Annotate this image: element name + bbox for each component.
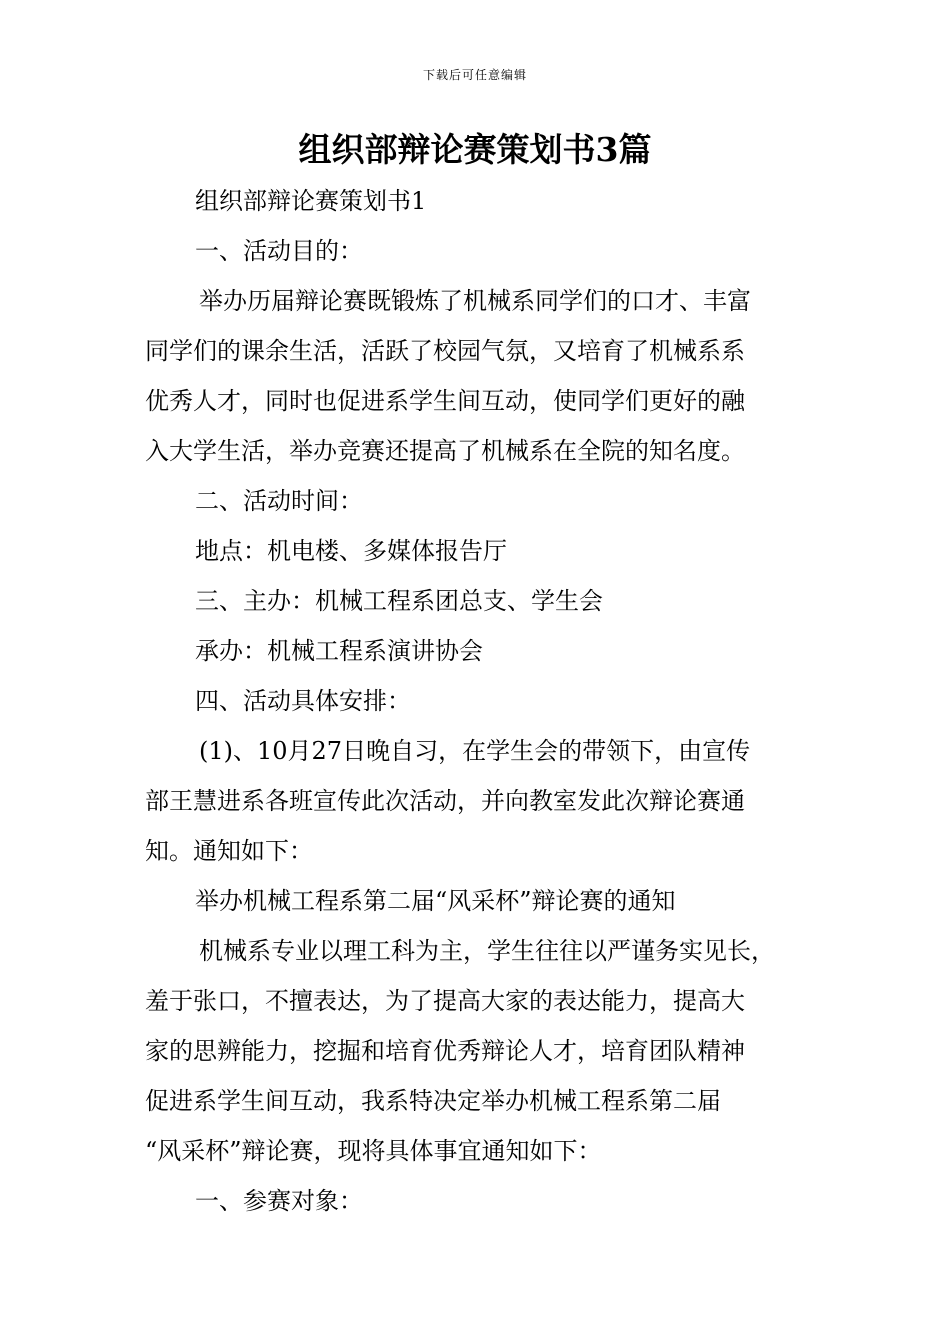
document-title: 组织部辩论赛策划书3篇 — [298, 130, 652, 169]
section-heading: 一、参赛对象： — [195, 1187, 363, 1215]
paragraph-line: “风采杯”辩论赛，现将具体事宜通知如下： — [145, 1137, 602, 1165]
paragraph-line: (1)、10月27日晚自习，在学生会的带领下，由宣传 — [199, 737, 751, 765]
paragraph-line: 部王慧进系各班宣传此次活动，并向教室发此次辩论赛通 — [145, 787, 745, 815]
section-heading: 组织部辩论赛策划书1 — [195, 187, 427, 215]
section-heading: 四、活动具体安排： — [195, 687, 411, 715]
paragraph-line: 举办历届辩论赛既锻炼了机械系同学们的口才、丰富 — [199, 287, 751, 315]
paragraph-line: 羞于张口，不擅表达，为了提高大家的表达能力，提高大 — [145, 987, 745, 1015]
document-body — [145, 176, 835, 1226]
section-heading: 二、活动时间： — [195, 487, 363, 515]
paragraph-line: 地点：机电楼、多媒体报告厅 — [195, 537, 507, 565]
paragraph-line: 承办：机械工程系演讲协会 — [195, 637, 483, 665]
paragraph-line: 机械系专业以理工科为主，学生往往以严谨务实见长， — [199, 937, 775, 965]
header-note: 下载后可任意编辑 — [422, 68, 527, 82]
section-heading: 一、活动目的： — [195, 237, 363, 265]
paragraph-line: 知。通知如下： — [145, 837, 313, 865]
paragraph-line: 入大学生活，举办竞赛还提高了机械系在全院的知名度。 — [145, 437, 745, 465]
section-heading: 三、主办：机械工程系团总支、学生会 — [195, 587, 603, 615]
paragraph-line: 家的思辨能力，挖掘和培育优秀辩论人才，培育团队精神 — [145, 1037, 745, 1065]
paragraph-line: 优秀人才，同时也促进系学生间互动，使同学们更好的融 — [145, 387, 745, 415]
paragraph-line: 促进系学生间互动，我系特决定举办机械工程系第二届 — [145, 1087, 721, 1115]
notice-title: 举办机械工程系第二届“风采杯”辩论赛的通知 — [195, 887, 676, 915]
paragraph-line: 同学们的课余生活，活跃了校园气氛，又培育了机械系系 — [145, 337, 745, 365]
